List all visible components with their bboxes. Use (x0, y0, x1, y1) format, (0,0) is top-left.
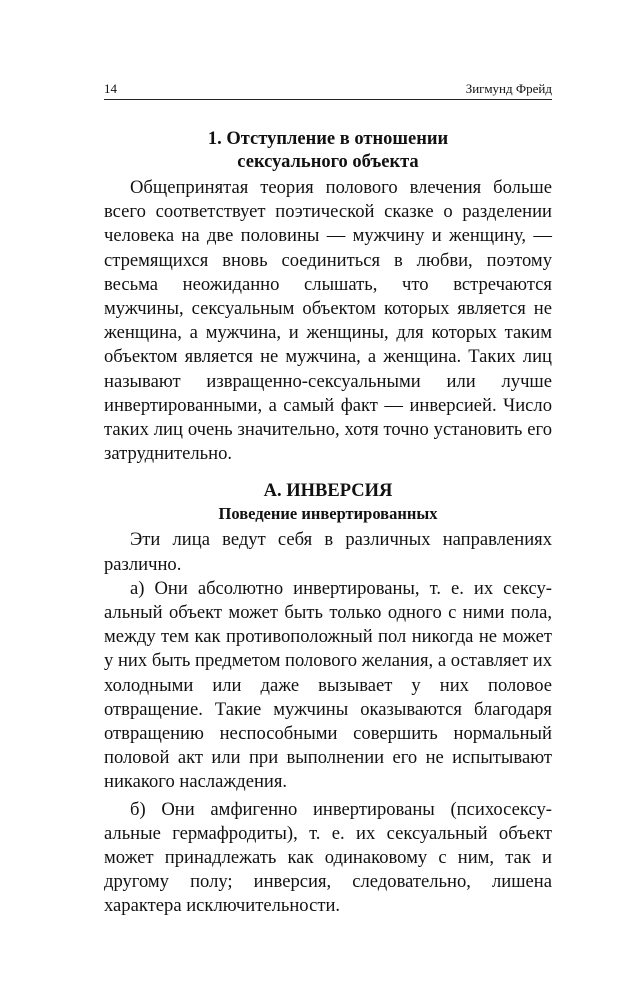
page-content (104, 128, 552, 919)
section-title (104, 128, 552, 174)
running-header-author: Зигмунд Фрейд (465, 81, 552, 96)
paragraph-item-b: б) Они амфигенно инвертированы (психосексуальные гермафродиты), т. е. их сексуальный объект может принадлежать как одинаковому с ним, так и другому полу; инверсия, следовательно, лишена характера исключительности. (104, 798, 552, 917)
chapter-subheading: Поведение инвертированных (218, 504, 438, 524)
paragraph-intro: Эти лица ведут себя в различных направлениях различно. (104, 529, 552, 575)
paragraph-theory: Общепринятая теория полового влечения больше всего соответствует поэтической сказке о разделении человека на две половины — мужчину и женщину, — стремящихся вновь соединиться в любви, поэтому весьма неожиданно слышать, что встречаются мужчины, сексуальным объектом которых является не женщина, а мужчина, и женщины, для которых таким объектом является не мужчина, а женщина. Таких лиц называют извращенно-сексуальными или лучше инвертированными, а самый факт — инверсией. Число таких лиц очень значительно, хотя точно установить его затруднительно. (104, 177, 552, 465)
chapter-heading: А. ИНВЕРСИЯ (263, 481, 393, 502)
section-title-line-2: сексуального объекта (237, 152, 419, 172)
running-header (104, 82, 552, 100)
page-number: 14 (104, 81, 117, 96)
section-title-line-1: 1. Отступление в отношении (207, 129, 449, 149)
paragraph-item-a: а) Они абсолютно инвертированы, т. е. их сексуальный объект может быть только одного с ними пола, между тем как противоположный пол никогда не может у них быть предметом полового желания, а оставляет их холодными или даже вызывает у них половое отвращение. Такие мужчины оказываются благодаря отвращению неспособными совершить нормальный половой акт или при выполнении его не испытывают никакого наслаждения. (104, 577, 552, 793)
